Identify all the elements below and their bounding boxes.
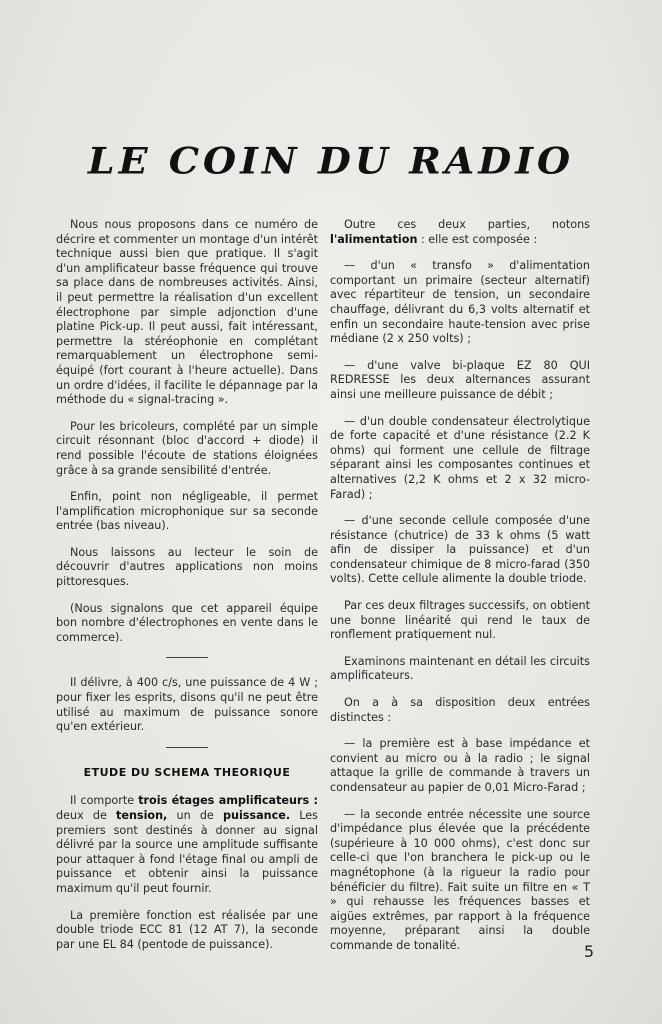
paragraph: Par ces deux filtrages successifs, on obtient une bonne linéarité qui rend le taux de ronflement pratiquement nul.	[330, 599, 590, 642]
paragraph: (Nous signalons que cet appareil équipe bon nombre d'électrophones en vente dans le commerce).	[56, 601, 318, 644]
paragraph	[330, 218, 590, 247]
paragraph: — d'une valve bi-plaque EZ 80 QUI REDRESSE les deux alternances assurant ainsi une meilleure puissance de débit ;	[330, 358, 590, 401]
paragraph: — la seconde entrée nécessite une source d'impédance plus élevée que la précédente (supérieure à 10 000 ohms), c'est donc sur celle-ci que l'on branchera le pick-up ou le magnétophone (à la rigueur la radio pour bénéficier du filtre). Fait suite un filtre en « T » qui rehausse les fréquences basses et aigües extrêmes, par rapport à la fréquence moyenne, préparant ainsi la double commande de tonalité.	[330, 807, 590, 952]
text-run: un de	[167, 809, 223, 822]
text-run: deux de	[56, 809, 117, 822]
bold-text: l'alimentation	[330, 232, 418, 246]
divider	[166, 657, 208, 658]
text-run: Il comporte	[70, 794, 139, 808]
left-column	[56, 218, 318, 964]
bold-text: trois étages amplificateurs :	[138, 794, 318, 808]
paragraph: On a à sa disposition deux entrées distinctes :	[330, 696, 590, 724]
paragraph: Enfin, point non négligeable, il permet l'amplification microphonique sur sa seconde entrée (bas niveau).	[56, 490, 318, 533]
paragraph: Pour les bricoleurs, complété par un simple circuit résonnant (bloc d'accord + diode) il rend possible l'écoute de stations éloignées grâce à sa grande sensibilité d'entrée.	[56, 419, 318, 477]
right-column	[330, 218, 590, 966]
text-run: Outre ces deux parties, notons	[344, 218, 590, 231]
page-title: LE COIN DU RADIO	[87, 139, 575, 182]
text-run: Les premiers sont destinés à donner au signal délivré par la source une amplitude suffisante pour attaquer à fond l'étage final ou ampli de puissance et obtenir ainsi la puissance maximum qu'il peut fournir.	[56, 809, 318, 895]
paragraph: La première fonction est réalisée par une double triode ECC 81 (12 AT 7), la seconde par une EL 84 (pentode de puissance).	[56, 908, 318, 951]
paragraph: Nous nous proposons dans ce numéro de décrire et commenter un montage d'un intérêt technique aussi bien que pratique. Il s'agit d'un amplificateur basse fréquence qui trouve sa place dans de nombreuses activités. Ainsi, il peut permettre la réalisation d'un excellent électrophone par simple adjonction d'une platine Pick-up. Il peut aussi, fait intéressant, permettre la stéréophonie en complétant remarquablement un électrophone semi-équipé (fort courant à l'heure actuelle). Dans un ordre d'idées, il facilite le dépannage par la méthode du « signal-tracing ».	[56, 218, 319, 407]
divider	[166, 747, 208, 748]
paragraph: Il délivre, à 400 c/s, une puissance de 4 W ; pour fixer les esprits, disons qu'il ne peut être utilisé au maximum de puissance sonore qu'en extérieur.	[56, 676, 318, 734]
bold-text: tension,	[116, 809, 168, 822]
paragraph: — d'une seconde cellule composée d'une résistance (chutrice) de 33 k ohms (5 watt afin de dissiper la puissance) et d'un condensateur chimique de 8 micro-farad (350 volts). Cette cellule alimente la double triode.	[330, 514, 590, 586]
paragraph: — la première est à base impédance et convient au micro ou à la radio ; le signal attaque la grille de commande à travers un condensateur au papier de 0,01 Micro-Farad ;	[330, 737, 590, 794]
paragraph: Examinons maintenant en détail les circuits amplificateurs.	[330, 654, 590, 683]
text-run: : elle est composée :	[417, 232, 538, 246]
bold-text: puissance.	[222, 809, 291, 822]
section-heading: ETUDE DU SCHEMA THEORIQUE	[83, 765, 291, 779]
paragraph: — d'un « transfo » d'alimentation comportant un primaire (secteur alternatif) avec répartiteur de tension, un secondaire chauffage, délivrant du 6,3 volts alternatif et enfin un secondaire haute-tension avec prise médiane (2 x 250 volts) ;	[330, 259, 590, 346]
paragraph: Nous laissons au lecteur le soin de découvrir d'autres applications non moins pittoresques.	[56, 545, 318, 589]
paragraph	[56, 794, 318, 896]
paragraph: — d'un double condensateur électrolytique de forte capacité et d'une résistance (2.2 K ohms) qui forment une cellule de filtrage séparant ainsi les composantes continues et alternatives (2,2 K ohms et 2 x 32 micro-Farad) ;	[330, 414, 590, 501]
page-number: 5	[583, 942, 594, 961]
